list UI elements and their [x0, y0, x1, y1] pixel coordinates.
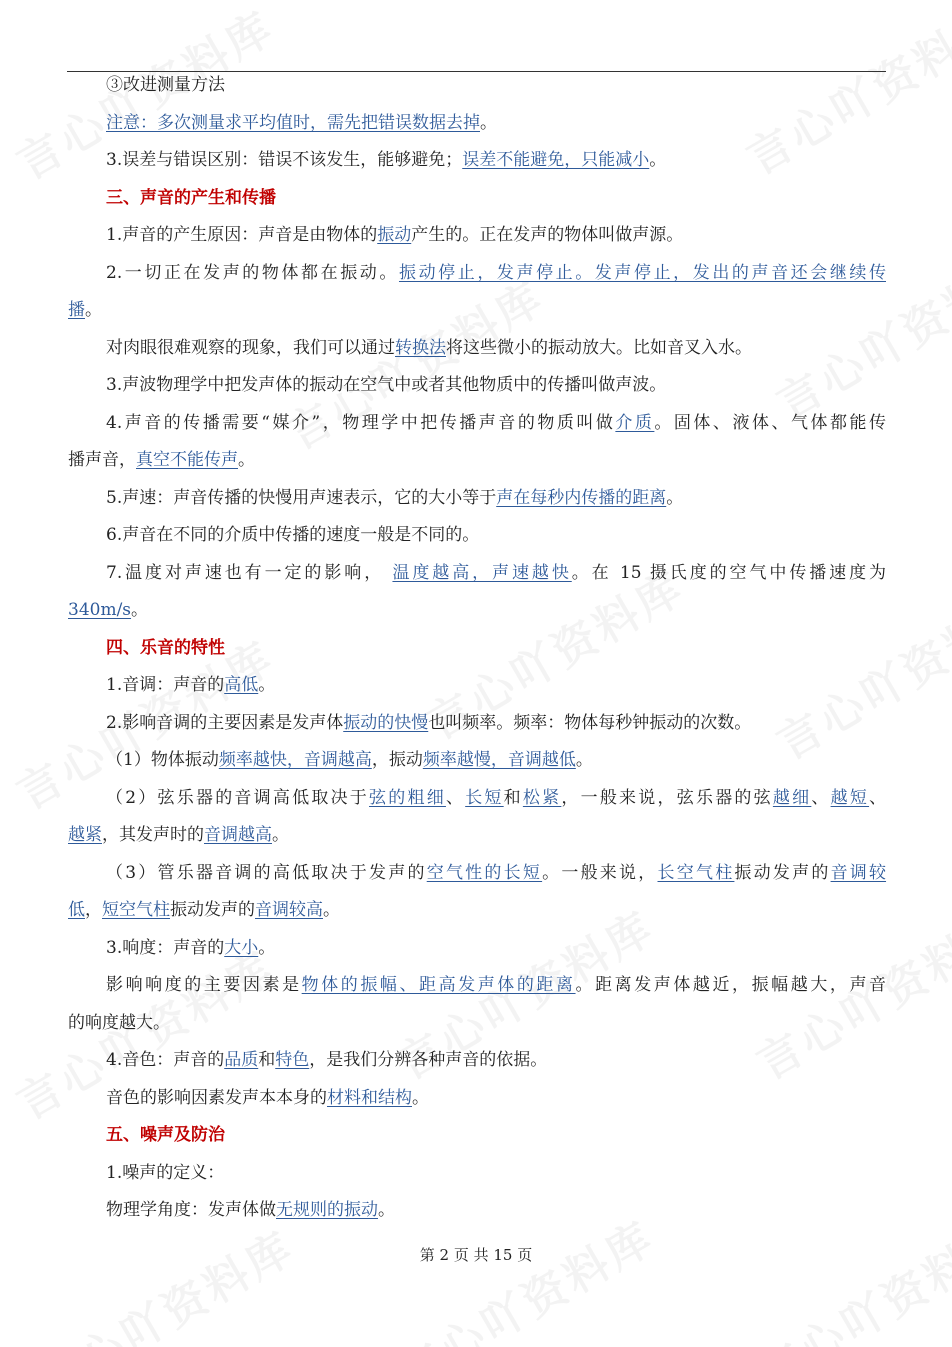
underlined-answer: 频率越慢，音调越低 — [422, 750, 576, 770]
underlined-answer: 振动 — [377, 225, 412, 245]
text-segment: 3.响度：声音的 — [106, 937, 225, 958]
underlined-answer: 品质 — [224, 1050, 259, 1070]
text-segment: 产生的。正在发声的物体叫做声源。 — [411, 225, 684, 245]
text-segment: 、 — [811, 787, 831, 808]
underlined-answer: 弦的粗细 — [369, 787, 446, 808]
underlined-answer: 误差不能避免，只能减小 — [462, 150, 650, 170]
text-segment: 物理学角度：发声体做 — [106, 1200, 276, 1220]
underlined-answer: 越细 — [772, 787, 812, 808]
text-line — [68, 330, 886, 368]
text-line — [68, 1080, 886, 1118]
text-segment: 。 — [323, 900, 340, 920]
text-segment: 4.声音的传播需要“媒介”，物理学中把传播声音的物质叫做 — [106, 412, 616, 433]
text-line — [68, 892, 886, 930]
text-segment: 7.温度对声速也有一定的影响， — [106, 562, 393, 583]
text-segment: 和 — [503, 787, 523, 808]
underlined-answer: 转换法 — [395, 337, 446, 358]
section-heading — [68, 180, 886, 218]
underlined-answer: 物体的振幅、距高发声体的距离 — [301, 975, 576, 995]
underlined-answer: 特色 — [275, 1050, 310, 1070]
text-segment: （3）管乐器音调的高低取决于发声的 — [106, 862, 427, 883]
underlined-answer: 340m/s — [68, 600, 132, 620]
underlined-answer: 高低 — [224, 675, 259, 695]
underlined-answer: 注意：多次测量求平均值时，需先把错误数据去掉 — [106, 112, 480, 133]
text-segment: 播声音， — [68, 450, 136, 470]
underlined-answer: 长短 — [465, 787, 504, 808]
text-segment: （1）物体振动 — [106, 750, 219, 770]
text-segment: 的响度越大。 — [68, 1012, 170, 1033]
underlined-answer: 无规则的振动 — [276, 1200, 378, 1220]
text-segment: 三、声音的产生和传播 — [106, 187, 276, 208]
text-line — [68, 817, 886, 855]
text-line — [68, 105, 886, 143]
text-line — [68, 780, 886, 818]
text-segment: ，振动 — [371, 750, 423, 770]
section-heading — [68, 1117, 886, 1155]
underlined-answer: 声在每秒内传播的距离 — [496, 487, 667, 508]
text-line — [68, 742, 886, 780]
text-segment: ，其发声时的 — [102, 825, 204, 845]
text-line — [68, 667, 886, 705]
underlined-answer: 振动停止，发声停止。发声停止，发出的声音还会继续传 — [398, 262, 886, 283]
text-line — [68, 367, 886, 405]
underlined-answer: 音调较 — [830, 862, 887, 883]
text-segment: 。 — [238, 450, 255, 470]
text-segment: 1.音调：声音的 — [106, 675, 225, 695]
text-segment: 6.声音在不同的介质中传播的速度一般是不同的。 — [106, 525, 480, 545]
text-line — [68, 592, 886, 630]
text-segment: 。 — [378, 1200, 395, 1220]
text-segment: 。 — [131, 600, 149, 620]
text-line — [68, 967, 886, 1005]
text-line — [68, 1192, 886, 1230]
text-segment: 。 — [272, 825, 289, 845]
text-segment: 音色的影响因素发声本本身的 — [106, 1087, 327, 1108]
text-segment: 。 — [258, 937, 276, 958]
text-line — [68, 555, 886, 593]
text-line — [68, 292, 886, 330]
text-segment: 4.音色：声音的 — [106, 1050, 225, 1070]
text-segment: 3.误差与错误区别：错误不该发生，能够避免； — [106, 150, 463, 170]
page-footer: 第 2 页 共 15 页 — [419, 1246, 533, 1264]
underlined-answer: 空气性的长短 — [426, 862, 543, 883]
underlined-answer: 越短 — [830, 787, 870, 808]
text-line — [68, 1042, 886, 1080]
text-line — [68, 930, 886, 968]
underlined-answer: 材料和结构 — [327, 1087, 412, 1108]
text-segment: 将这些微小的振动放大。比如音叉入水。 — [446, 337, 752, 358]
text-line — [68, 255, 886, 293]
text-segment: 2.影响音调的主要因素是发声体 — [106, 712, 344, 733]
text-segment: 。 — [85, 300, 102, 320]
text-segment: 。在 15 摄氏度的空气中传播速度为 — [571, 562, 887, 583]
underlined-answer: 长空气柱 — [657, 862, 735, 883]
text-line — [68, 705, 886, 743]
text-line — [68, 405, 886, 443]
watermark — [23, 1212, 304, 1347]
underlined-answer: 振动的快慢 — [343, 712, 429, 733]
text-segment: 。一般来说， — [542, 862, 658, 883]
text-segment: 、 — [869, 787, 887, 808]
text-segment: ， — [85, 900, 102, 920]
underlined-answer: 大小 — [224, 937, 259, 958]
document-body — [68, 67, 886, 1230]
underlined-answer: 音调越高 — [204, 825, 272, 845]
text-line — [68, 1005, 886, 1043]
text-segment: 影响响度的主要因素是 — [106, 975, 302, 995]
text-segment: 和 — [258, 1050, 276, 1070]
text-line — [68, 442, 886, 480]
text-segment: 。距离发声体越近，振幅越大，声音 — [575, 975, 887, 995]
text-segment: ③改进测量方法 — [106, 75, 225, 95]
text-segment: 。 — [666, 487, 684, 508]
underlined-answer: 真空不能传声 — [136, 450, 238, 470]
text-segment: 。 — [575, 750, 593, 770]
text-segment: 3.声波物理学中把发声体的振动在空气中或者其他物质中的传播叫做声波。 — [106, 375, 667, 395]
text-segment: 1.声音的产生原因：声音是由物体的 — [106, 225, 378, 245]
underlined-answer: 播 — [68, 300, 85, 320]
underlined-answer: 低 — [68, 900, 85, 920]
underlined-answer: 音调较高 — [255, 900, 323, 920]
text-segment: 对肉眼很难观察的现象，我们可以通过 — [106, 337, 395, 358]
text-segment: 五、噪声及防治 — [106, 1125, 225, 1145]
text-segment: 。 — [480, 112, 497, 133]
text-segment: 5.声速：声音传播的快慢用声速表示，它的大小等于 — [106, 487, 497, 508]
text-segment: 也叫频率。频率：物体每秒钟振动的次数。 — [428, 712, 752, 733]
text-line — [68, 517, 886, 555]
text-segment: ，一般来说，弦乐器的弦 — [561, 787, 773, 808]
underlined-answer: 介质 — [615, 412, 655, 433]
text-segment: 四、乐音的特性 — [106, 637, 225, 658]
text-segment: 、 — [445, 787, 466, 808]
text-segment: 。 — [649, 150, 667, 170]
text-line — [68, 855, 886, 893]
text-line — [68, 142, 886, 180]
underlined-answer: 频率越快，音调越高 — [218, 750, 372, 770]
text-segment: 1.噪声的定义： — [106, 1162, 225, 1183]
section-heading — [68, 630, 886, 668]
text-line — [68, 67, 886, 105]
text-segment: 。 — [412, 1087, 429, 1108]
text-line — [68, 217, 886, 255]
text-segment: 振动发声的 — [170, 900, 255, 920]
text-segment: 2.一切正在发声的物体都在振动。 — [106, 262, 399, 283]
underlined-answer: 越紧 — [68, 825, 102, 845]
underlined-answer: 短空气柱 — [102, 900, 170, 920]
text-segment: 振动发声的 — [734, 862, 831, 883]
text-segment: 。 — [258, 675, 276, 695]
text-segment: 。固体、液体、气体都能传 — [654, 412, 887, 433]
text-line — [68, 1155, 886, 1193]
text-segment: （2）弦乐器的音调高低取决于 — [106, 787, 370, 808]
underlined-answer: 温度越高，声速越快 — [392, 562, 572, 583]
text-segment: ，是我们分辨各种声音的依据。 — [309, 1050, 548, 1070]
underlined-answer: 松紧 — [522, 787, 562, 808]
text-line — [68, 480, 886, 518]
